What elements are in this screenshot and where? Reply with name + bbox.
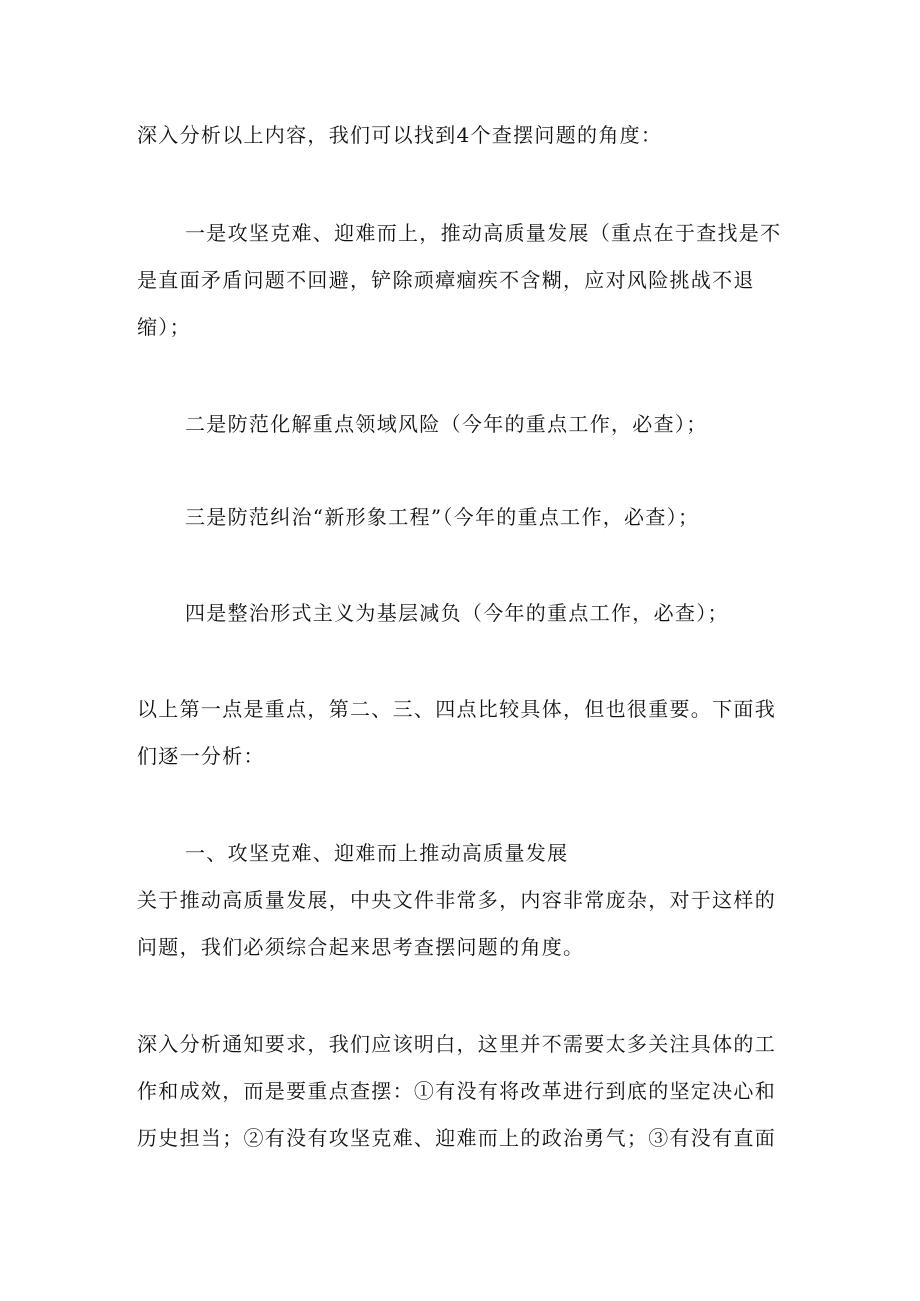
point-four-paragraph: 四是整治形式主义为基层减负（今年的重点工作，必查）； [185, 601, 729, 625]
summary-paragraph: 以上第一点是重点，第二、三、四点比较具体，但也很重要。下面我们逐一分析： [137, 697, 776, 768]
point-three-paragraph: 三是防范纠治“新形象工程”（今年的重点工作，必查）； [185, 505, 700, 529]
intro-paragraph: 深入分析以上内容，我们可以找到4个查摆问题的角度： [137, 123, 663, 147]
point-one-paragraph: 一是攻坚克难、迎难而上，推动高质量发展（重点在于查找是不是直面矛盾问题不回避，铲除顽瘴痼疾不含糊，应对风险挑战不退缩）； [137, 221, 782, 339]
section-heading: 一、攻坚克难、迎难而上推动高质量发展 [185, 841, 569, 865]
body-paragraph: 关于推动高质量发展，中央文件非常多，内容非常庞杂，对于这样的问题，我们必须综合起来思考查摆问题的角度。 [137, 888, 776, 959]
point-two-paragraph: 二是防范化解重点领域风险（今年的重点工作，必查）； [185, 412, 708, 436]
analysis-paragraph: 深入分析通知要求，我们应该明白，这里并不需要太多关注具体的工作和成效，而是要重点查摆：①有没有将改革进行到底的坚定决心和历史担当；②有没有攻坚克难、迎难而上的政治勇气；③有没有直面 [137, 1032, 776, 1150]
